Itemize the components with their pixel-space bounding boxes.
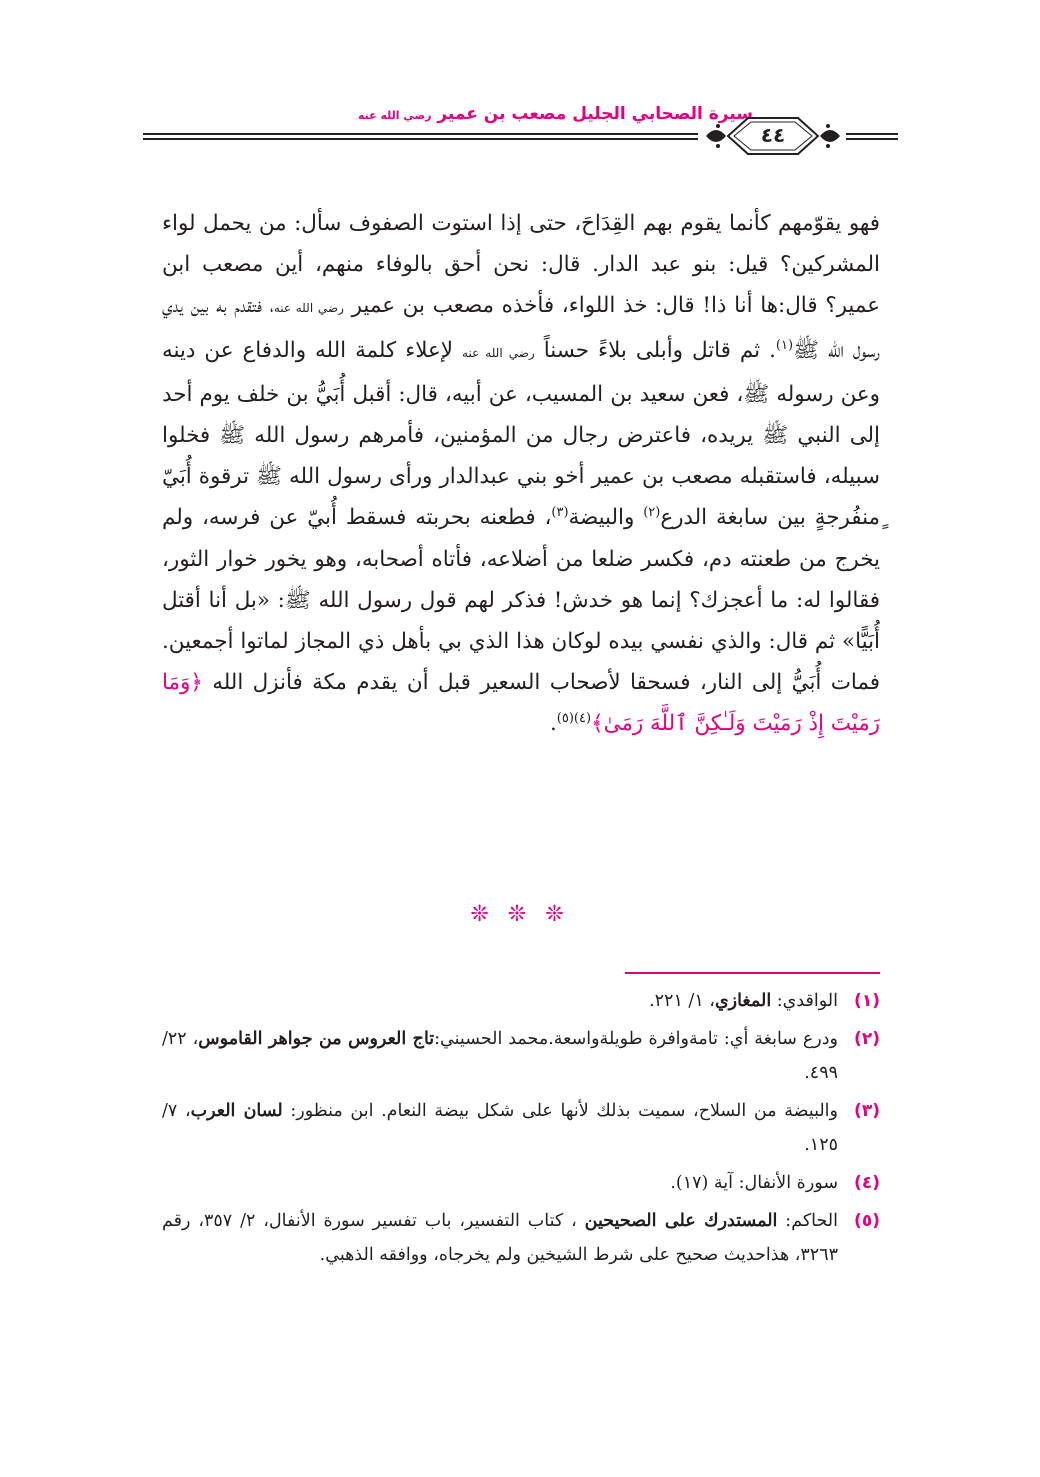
footnote xyxy=(162,1166,880,1200)
footnote-source: تاج العروس من جواهر القاموس xyxy=(198,1029,435,1049)
footnote xyxy=(162,984,880,1018)
footnote-number: (٢) xyxy=(854,1029,880,1049)
footnote-number: (٤) xyxy=(854,1173,880,1193)
footnote-source: لسان العرب xyxy=(190,1101,283,1121)
body-segment: يريده، فاعترض رجال من المؤمنين، فأمرهم رسول الله xyxy=(245,423,763,449)
saw-honorific: ﷺ xyxy=(793,337,819,363)
radiallah-honorific: رضي الله عنه xyxy=(273,301,344,316)
footnote-text xyxy=(162,984,838,1018)
footnote-post: ، ٧/ ١٢٥. xyxy=(162,1101,838,1155)
body-segment: فخلوا سبيله، فاستقبله مصعب بن عمير أخو بني عبدالدار ورأى رسول الله xyxy=(162,423,880,490)
footnote-post: ، ٢٢/ ٤٩٩. xyxy=(162,1029,838,1083)
radiallah-honorific: رضي الله عنه xyxy=(462,345,535,360)
page-number: ٤٤ xyxy=(760,123,786,147)
body-segment: . xyxy=(549,711,557,737)
running-title-text: سيرة الصحابي الجليل مصعب بن عمير xyxy=(437,104,753,124)
footnote xyxy=(162,1022,880,1090)
body-segment: ، فعن سعيد بن المسيب، عن أبيه، قال: أقبل أُبَيُّ بن خلف يوم أحد إلى النبي xyxy=(162,381,880,449)
body-segment: : «بل أنا أقتل أُبَيًّا» ثم قال: والذي نفسي بيده لوكان هذا الذي بي بأهل ذي المجاز لماتوا أجمعين. فمات أُبَيُّ إلى النار، فسحقا لأصحاب السعير قبل أن يقدم مكة فأنزل الله xyxy=(162,587,880,696)
footnote-ref: (٣) xyxy=(551,505,569,521)
body-segment: لإعلاء كلمة الله والدفاع عن دينه وعن رسوله xyxy=(162,337,880,407)
header-rule-right xyxy=(846,133,898,140)
body-segment: ، فطعنه بحربته فسقط أُبيّ عن فرسه، ولم يخرج من طعنته دم، فكسر ضلعا من أضلاعه، فأتاه أصحابه، وهو يخور خوار الثور، فقالوا له: ما أعجزك؟ إنما هو خدش! فذكر لهم قول رسول الله xyxy=(162,505,880,613)
footnote-pre: الحاكم: xyxy=(777,1211,838,1231)
footnote-ref: (٤)(٥) xyxy=(556,711,592,727)
footnote-rule xyxy=(625,972,880,974)
body-segment: والبيضة xyxy=(568,505,644,531)
saw-honorific: ﷺ xyxy=(219,423,246,449)
page-number-ornament xyxy=(698,106,848,166)
footnotes xyxy=(162,984,880,1276)
footnote-number: (١) xyxy=(854,991,880,1011)
section-separator: ❊ ❊ ❊ xyxy=(470,902,570,927)
footnote xyxy=(162,1204,880,1272)
footnote-text xyxy=(162,1022,838,1090)
saw-honorific: ﷺ xyxy=(743,381,770,407)
footnote-text xyxy=(162,1094,838,1162)
footnote-pre: والبيضة من السلاح، سميت بذلك لأنها على شكل بيضة النعام. ابن منظور: xyxy=(282,1101,838,1121)
footnote-ref: (١) xyxy=(775,337,794,353)
footnote-pre: ودرع سابغة أي: تامةوافرة طويلةواسعة.محمد الحسيني: xyxy=(434,1029,838,1049)
honorific-glyph: رضي الله عنه xyxy=(357,109,432,122)
footnote-pre: سورة الأنفال: آية (١٧). xyxy=(670,1173,838,1193)
main-paragraph xyxy=(162,203,880,745)
saw-honorific: ﷺ xyxy=(762,423,789,449)
quran-verse: ﴿وَمَا رَمَيْتَ إِذْ رَمَيْتَ وَلَـٰكِنَّ ٱللَّهَ رَمَىٰ﴾ xyxy=(162,670,880,737)
footnote-pre: الواقدي: xyxy=(771,991,838,1011)
footnote-ref: (٢) xyxy=(643,505,661,521)
footnote-text xyxy=(162,1166,838,1200)
page-header xyxy=(138,100,898,180)
body-segment: . ثم قاتل وأبلى بلاءً حسناً xyxy=(534,337,776,363)
saw-honorific: ﷺ xyxy=(284,587,311,613)
footnote-number: (٥) xyxy=(854,1211,880,1231)
footnote-text xyxy=(162,1204,838,1272)
running-title xyxy=(358,104,753,124)
footnote-number: (٣) xyxy=(854,1101,880,1121)
footnote-source: المستدرك على الصحيحين xyxy=(584,1211,778,1231)
footnote xyxy=(162,1094,880,1162)
saw-honorific: ﷺ xyxy=(256,464,282,490)
footnote-post: ، ١/ ٢٢١. xyxy=(649,991,715,1011)
footnote-post: ، كتاب التفسير، باب تفسير سورة الأنفال، ٢/ ٣٥٧، رقم ٣٢٦٣، هذاحديث صحيح على شرط الشيخين ولم يخرجاه، ووافقه الذهبي. xyxy=(162,1211,838,1265)
body-segment: ترقوة أُبَيّ ٍمنفُرجةٍ بين سابغة الدرع xyxy=(162,464,880,531)
body-segment: فهو يقوّمهم كأنما يقوم بهم القِدَاحَ، حتى إذا استوت الصفوف سأل: من يحمل لواء المشركين؟ قيل: بنو عبد الدار. قال: نحن أحق بالوفاء منهم، أين مصعب ابن عمير؟ قال:ها أنا ذا! قال: خذ اللواء، فأخذه مصعب بن عمير xyxy=(162,211,881,319)
header-rule-left xyxy=(143,133,698,140)
body-segment: ، فتقدم به بين يدي رسول الله xyxy=(162,293,880,363)
footnote-source: المغازي xyxy=(714,991,772,1011)
